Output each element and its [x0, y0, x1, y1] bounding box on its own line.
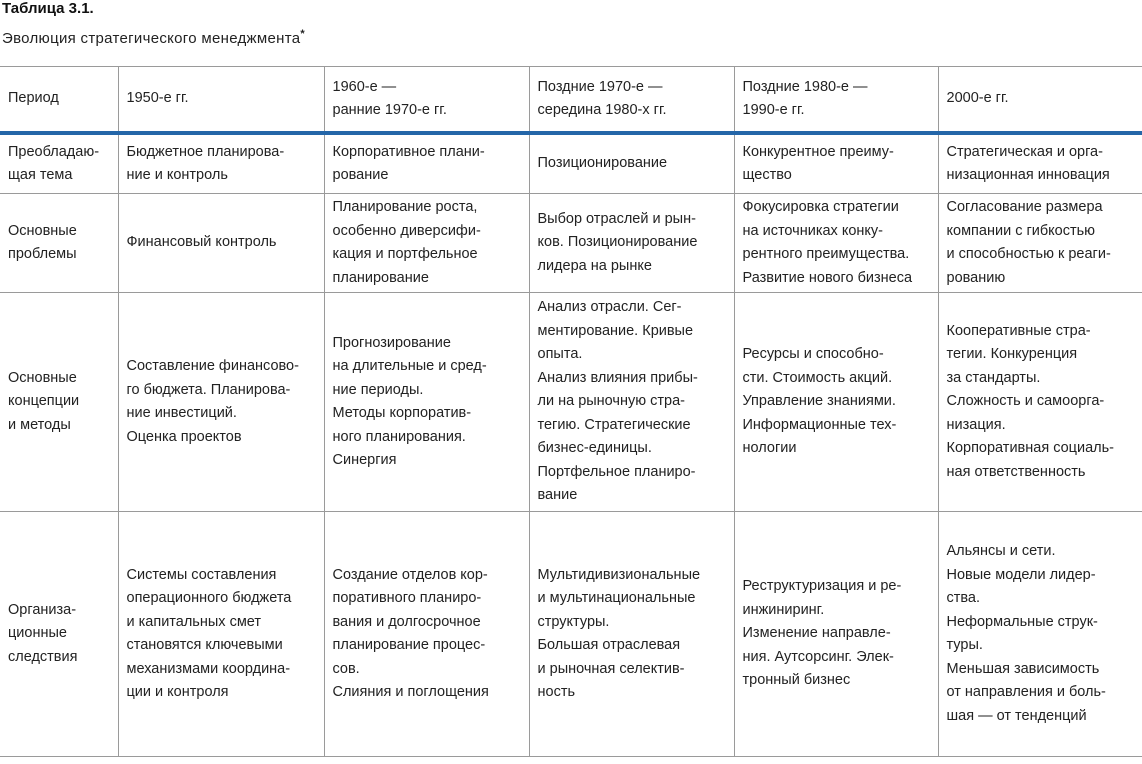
footnote-mark: *: [300, 28, 305, 40]
table-cell: Стратегическая и орга- низационная инновация: [938, 133, 1142, 194]
header-cell-2000s: 2000-е гг.: [938, 67, 1142, 134]
table-title: [2, 24, 1132, 49]
table-cell: Системы составления операционного бюджета и капитальных смет становятся ключевыми механизмами координа- ции и контроля: [118, 512, 324, 757]
header-cell-1950s: 1950-е гг.: [118, 67, 324, 134]
table-cell: Анализ отрасли. Сег- ментирование. Кривые опыта. Анализ влияния прибы- ли на рыночную стра- тегию. Стратегические бизнес-единицы. Портфельное планиро- вание: [529, 293, 734, 512]
row-label-cell: Основные проблемы: [0, 194, 118, 293]
row-label-cell: Основные концепции и методы: [0, 293, 118, 512]
table-cell: Ресурсы и способно- сти. Стоимость акций. Управление знаниями. Информационные тех- нологии: [734, 293, 938, 512]
table-cell: Корпоративное плани- рование: [324, 133, 529, 194]
table-cell: Конкурентное преиму- щество: [734, 133, 938, 194]
header-cell-period: Период: [0, 67, 118, 134]
table-cell: Фокусировка стратегии на источниках конку- рентного преимущества. Развитие нового бизнеса: [734, 194, 938, 293]
table-cell: Кооперативные стра- тегии. Конкуренция за стандарты. Сложность и самоорга- низация. Корпоративная социаль- ная ответственность: [938, 293, 1142, 512]
table-container: [0, 66, 1142, 757]
header-cell-late-1970s: Поздние 1970-е — середина 1980-х гг.: [529, 67, 734, 134]
table-title-text: Эволюция стратегического менеджмента: [2, 30, 301, 47]
table-cell: Прогнозирование на длительные и сред- ние периоды. Методы корпоратив- ного планирования. Синергия: [324, 293, 529, 512]
table-cell: Мультидивизиональные и мультинациональные структуры. Большая отраслевая и рыночная селектив- ность: [529, 512, 734, 757]
header-row: [0, 67, 1142, 134]
table-row: [0, 293, 1142, 512]
strategy-evolution-table: [0, 66, 1142, 757]
header-cell-1960s: 1960-е — ранние 1970-е гг.: [324, 67, 529, 134]
table-number: Таблица 3.1.: [2, 0, 94, 17]
table-cell: Альянсы и сети. Новые модели лидер- ства. Неформальные струк- туры. Меньшая зависимость от направления и боль- шая — от тенденций: [938, 512, 1142, 757]
table-cell: Позиционирование: [529, 133, 734, 194]
table-cell: Бюджетное планирова- ние и контроль: [118, 133, 324, 194]
header-cell-late-1980s: Поздние 1980-е — 1990-е гг.: [734, 67, 938, 134]
table-cell: Составление финансово- го бюджета. Планирова- ние инвестиций. Оценка проектов: [118, 293, 324, 512]
table-cell: Создание отделов кор- поративного планиро- вания и долгосрочное планирование процес- сов. Слияния и поглощения: [324, 512, 529, 757]
row-label-cell: Преобладаю- щая тема: [0, 133, 118, 194]
table-cell: Финансовый контроль: [118, 194, 324, 293]
table-cell: Планирование роста, особенно диверсифи- кация и портфельное планирование: [324, 194, 529, 293]
table-row: [0, 194, 1142, 293]
table-cell: Согласование размера компании с гибкостью и способностью к реаги- рованию: [938, 194, 1142, 293]
table-row: [0, 133, 1142, 194]
table-caption: [2, 0, 1132, 49]
row-label-cell: Организа- ционные следствия: [0, 512, 118, 757]
table-cell: Выбор отраслей и рын- ков. Позиционирование лидера на рынке: [529, 194, 734, 293]
table-cell: Реструктуризация и ре- инжиниринг. Изменение направле- ния. Аутсорсинг. Элек- тронный бизнес: [734, 512, 938, 757]
table-row: [0, 512, 1142, 757]
